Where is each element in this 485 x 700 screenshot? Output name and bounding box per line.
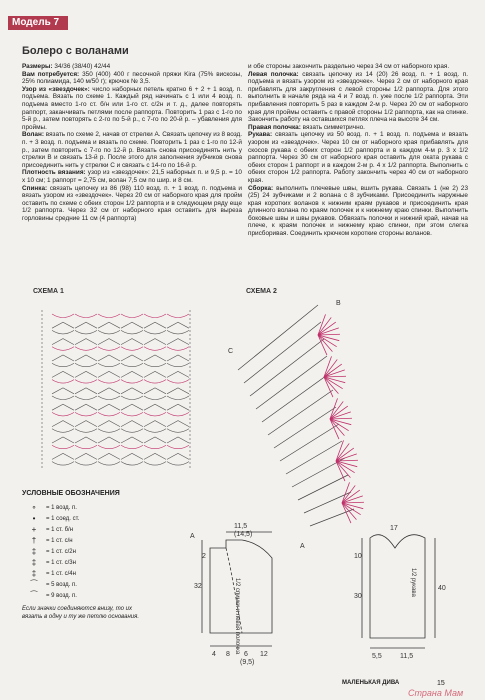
legend-text: = 9 возд. п. bbox=[46, 592, 77, 599]
stitch-mark bbox=[98, 339, 120, 345]
stitch-mark bbox=[167, 396, 189, 400]
legend-text: = 1 ст. с/4н bbox=[46, 570, 76, 577]
stitch-mark bbox=[98, 371, 120, 377]
fan-stitch bbox=[336, 461, 357, 467]
legend-list bbox=[22, 502, 212, 601]
sleeves-paragraph bbox=[248, 131, 468, 184]
stitch-mark bbox=[98, 453, 120, 459]
stitch-mark bbox=[144, 396, 166, 400]
legend-text: = 5 возд. п. bbox=[46, 581, 77, 588]
stitch-mark bbox=[121, 453, 143, 459]
measure-bottom-4: 4 bbox=[212, 651, 216, 658]
stitch-mark bbox=[52, 404, 74, 410]
volan-row-line bbox=[244, 322, 321, 383]
materials-paragraph bbox=[22, 71, 242, 86]
pattern-label: Узор из «звездочек»: bbox=[22, 85, 90, 93]
volan-row-line bbox=[262, 373, 330, 422]
stitch-mark bbox=[167, 429, 189, 433]
stitch-mark bbox=[121, 429, 143, 433]
scheme-2-title: СХЕМА 2 bbox=[246, 288, 277, 295]
volan-row-line bbox=[286, 441, 342, 474]
stitch-mark bbox=[121, 396, 143, 400]
stitch-mark bbox=[144, 453, 166, 459]
stitch-mark bbox=[121, 462, 143, 466]
stitch-mark bbox=[52, 437, 74, 443]
model-label: Модель 7 bbox=[8, 16, 68, 30]
stitch-mark bbox=[52, 429, 74, 433]
left-front-paragraph bbox=[248, 71, 468, 124]
stitch-mark bbox=[121, 355, 143, 361]
stitch-mark bbox=[144, 412, 166, 416]
stitch-mark bbox=[52, 355, 74, 361]
fan-stitch bbox=[336, 461, 350, 478]
legend-symbol-icon: † bbox=[31, 535, 37, 545]
legend-symbol-icon: ⁀ bbox=[30, 579, 38, 589]
stitch-mark bbox=[52, 330, 74, 334]
measure-sleeve-5-5: 5,5 bbox=[372, 653, 382, 660]
fan-stitch bbox=[330, 418, 352, 419]
stitch-mark bbox=[75, 380, 97, 384]
stitch-mark bbox=[52, 462, 74, 466]
half-back-label: 1/2 спинки и левая полочка bbox=[234, 578, 240, 655]
stitch-mark bbox=[144, 339, 166, 345]
volan-row-line bbox=[280, 424, 339, 461]
assembly-value: выполнить плечевые швы, вшить рукава. Связать 1 (не 2) 23 (25) 24 зубчиками и 2 волана с 8 зубчиками. Присоединить наружные края коротких воланов к нижним краям рукавов и присоединить края длинного волана по краям полочек и к нижнему краю спинки. Выполнить боковые швы и швы рукавов. Обвязать полочки и нижний край, начав на плече, к краям полочек и нижнему краю спинки, при этом слегка присборивая. Соединить крючком короткие стороны воланов. bbox=[248, 184, 468, 238]
stitch-mark bbox=[98, 421, 120, 427]
page-number: 15 bbox=[437, 680, 445, 687]
stitch-mark bbox=[167, 322, 189, 328]
stitch-mark bbox=[167, 371, 189, 377]
legend-symbol-icon: ⁀ bbox=[30, 590, 38, 600]
measure-bottom-12: 12 bbox=[260, 651, 268, 658]
stitch-mark bbox=[144, 380, 166, 384]
stitch-mark bbox=[121, 339, 143, 345]
stitch-mark bbox=[144, 404, 166, 410]
measure-height-2: 2 bbox=[202, 553, 206, 560]
stitch-mark bbox=[98, 437, 120, 443]
stitch-mark bbox=[98, 380, 120, 384]
stitch-mark bbox=[75, 388, 97, 394]
legend-symbol-icon: • bbox=[32, 513, 36, 523]
stitch-mark bbox=[75, 347, 97, 351]
fan-stitch bbox=[318, 334, 340, 335]
scheme-2-chart bbox=[218, 295, 383, 555]
volan-row-line bbox=[250, 339, 324, 396]
stitch-mark bbox=[121, 363, 143, 367]
scheme-1-chart bbox=[30, 300, 205, 480]
stitch-mark bbox=[144, 371, 166, 377]
legend-item bbox=[22, 568, 212, 579]
fan-stitch bbox=[330, 419, 344, 436]
stitch-mark bbox=[98, 396, 120, 400]
stitch-mark bbox=[52, 371, 74, 377]
sleeves-value: связать цепочку из 50 возд. п. + 1 возд. п. подъема и вязать узором из «звездочек». Через 10 см от наборного края прибавлять для скосов рукава с обеих сторон 1/2 раппорта и в каждом 4-м р. 3 x 1/2 раппорта. Через 30 см от наборного края оставить для оката рукава с обеих сторон 1 раппорт и в каждом 2-м р. 4 x 1/2 раппорта. Выполнить с обеих сторон 1/2 раппорта. Работу закончить через 40 см от наборного края. bbox=[248, 131, 468, 184]
stitch-mark bbox=[121, 412, 143, 416]
arrow-a-label: A bbox=[300, 543, 305, 550]
measure-top-width: 11,5 bbox=[234, 523, 248, 530]
materials-value: 350 (400) 400 г песочной пряжи Kira (75% вискозы, 25% полиамида, 140 м/50 г); крючок № 3,5. bbox=[22, 70, 242, 86]
volan-row-line bbox=[268, 390, 333, 435]
legend-title: УСЛОВНЫЕ ОБОЗНАЧЕНИЯ bbox=[22, 490, 120, 497]
stitch-mark bbox=[98, 429, 120, 433]
stitch-mark bbox=[98, 347, 120, 351]
stitch-mark bbox=[75, 355, 97, 361]
stitch-mark bbox=[75, 453, 97, 459]
volan-row-line bbox=[298, 475, 348, 500]
stitch-mark bbox=[75, 412, 97, 416]
stitch-mark bbox=[167, 437, 189, 443]
stitch-mark bbox=[52, 322, 74, 328]
stitch-mark bbox=[121, 380, 143, 384]
stitch-mark bbox=[121, 404, 143, 410]
pattern-value: число наборных петель кратно 6 + 2 + 1 возд. п. подъема. Вязать по схеме 1. Каждый ряд начинать с 1 или 4 возд. п. подъема вместо 1-го ст. б/н или 1-го ст. с/2н и т. д., далее повторять раппорт, заканчивать петлями после раппорта. Повторить 1 раз с 1-го по 5-й р., затем повторять с 2-го по 5-й р., с 7-го по 20-й р. – убавления для проймы. bbox=[22, 85, 243, 131]
assembly-paragraph bbox=[248, 185, 468, 238]
stitch-mark bbox=[52, 347, 74, 351]
right-front-label: Правая полочка: bbox=[248, 123, 301, 131]
stitch-mark bbox=[144, 462, 166, 466]
left-front-label: Левая полочка: bbox=[248, 70, 299, 78]
measure-top-width-2: (14,5) bbox=[234, 531, 253, 538]
stitch-mark bbox=[52, 339, 74, 345]
stitch-mark bbox=[121, 322, 143, 328]
fan-stitch bbox=[336, 460, 358, 461]
stitch-mark bbox=[144, 388, 166, 394]
stitch-mark bbox=[167, 339, 189, 345]
stitch-mark bbox=[144, 347, 166, 351]
stitch-mark bbox=[75, 322, 97, 328]
sizes-paragraph bbox=[22, 63, 242, 71]
legend-text: = 1 ст. с/2н bbox=[46, 548, 76, 555]
stitch-mark bbox=[75, 421, 97, 427]
stitch-mark bbox=[98, 363, 120, 367]
legend-item bbox=[22, 535, 212, 546]
legend-symbol-icon: ‡ bbox=[31, 557, 37, 567]
scheme-1-title: СХЕМА 1 bbox=[33, 288, 64, 295]
measure-sleeve-11-5: 11,5 bbox=[400, 653, 414, 660]
legend-text: = 1 ст. с/н bbox=[46, 537, 73, 544]
arrow-c-label: C bbox=[228, 348, 234, 355]
stitch-mark bbox=[121, 330, 143, 334]
stitch-mark bbox=[98, 412, 120, 416]
legend-text: = 1 возд. п. bbox=[46, 504, 77, 511]
stitch-mark bbox=[98, 462, 120, 466]
stitch-mark bbox=[167, 330, 189, 334]
fan-stitch bbox=[342, 502, 364, 503]
stitch-mark bbox=[144, 429, 166, 433]
arrow-b-label: B bbox=[336, 300, 341, 307]
stitch-mark bbox=[98, 355, 120, 361]
measure-bottom-8: 8 bbox=[226, 651, 230, 658]
stitch-mark bbox=[144, 437, 166, 443]
stitch-mark bbox=[52, 421, 74, 427]
stitch-mark bbox=[167, 453, 189, 459]
stitch-mark bbox=[52, 396, 74, 400]
back-value: связать цепочку из 86 (98) 110 возд. п. + 1 возд. п. подъема и вязать узором из «звездочек». Через 20 см от наборного края для пройм оставить по схеме с обеих сторон 1/2 раппорта и в следующем ряду еще 1/2 раппорта. Через 32 см от наборного края оставить для выреза горловины средние 11 см (4 раппорта) bbox=[22, 184, 242, 222]
stitch-mark bbox=[167, 462, 189, 466]
volan-paragraph bbox=[22, 131, 242, 169]
stitch-mark bbox=[52, 363, 74, 367]
fan-stitch bbox=[324, 376, 346, 377]
measure-sleeve-height: 40 bbox=[438, 585, 446, 592]
stitch-mark bbox=[75, 314, 97, 318]
right-front-value: вязать симметрично. bbox=[300, 123, 365, 131]
legend-text: = 1 ст. б/н bbox=[46, 526, 74, 533]
legend-item bbox=[22, 524, 212, 535]
legend-note: Если значки соединяются внизу, то их вязать в одну и ту же петлю основания. bbox=[22, 606, 139, 620]
legend-item bbox=[22, 590, 212, 601]
measure-sleeve-top: 17 bbox=[390, 525, 398, 532]
stitch-mark bbox=[144, 363, 166, 367]
stitch-mark bbox=[121, 421, 143, 427]
assembly-label: Сборка: bbox=[248, 184, 274, 192]
measure-height-32: 32 bbox=[194, 583, 202, 590]
stitch-mark bbox=[52, 314, 74, 318]
density-value: узор из «звездочек»: 21,5 наборных п. и 9,5 р. = 10 x 10 см; 1 раппорт = 2,75 см, волан 7,5 см по шир. и 8 см. bbox=[22, 169, 242, 184]
legend-symbol-icon: ‡ bbox=[31, 546, 37, 556]
stitch-mark bbox=[144, 355, 166, 361]
right-front-paragraph bbox=[248, 124, 468, 132]
volan-value: вязать по схеме 2, начав от стрелки А. Связать цепочку из 8 возд. п. + 3 возд. п. подъема и вязать по схеме. Повторить 1 раз с 1-го по 12-й р., затем повторить с 7-го по 12-й р. Вязать снова присоединять нить у стрелки В и связать 13-й р. После этого для заполнения зубчиков снова присоединить нить у стрелки С и связать с 14-го по 16-й р. bbox=[22, 131, 242, 169]
stitch-mark bbox=[75, 462, 97, 466]
stitch-mark bbox=[167, 412, 189, 416]
stitch-mark bbox=[75, 339, 97, 345]
stitch-mark bbox=[144, 421, 166, 427]
stitch-mark bbox=[121, 388, 143, 394]
stitch-mark bbox=[98, 404, 120, 410]
pattern-measurements bbox=[190, 518, 470, 668]
stitch-mark bbox=[121, 437, 143, 443]
stitch-mark bbox=[75, 437, 97, 443]
density-label: Плотность вязания: bbox=[22, 169, 86, 177]
legend-symbol-icon: ∘ bbox=[31, 502, 37, 512]
sleeves-label: Рукава: bbox=[248, 131, 273, 139]
measure-bottom-6: 6 bbox=[244, 651, 248, 658]
stitch-mark bbox=[167, 347, 189, 351]
stitch-mark bbox=[144, 445, 166, 449]
fan-stitch bbox=[318, 335, 339, 341]
stitch-mark bbox=[75, 429, 97, 433]
stitch-mark bbox=[167, 355, 189, 361]
stitch-mark bbox=[167, 421, 189, 427]
pattern-paragraph bbox=[22, 86, 242, 132]
stitch-mark bbox=[52, 453, 74, 459]
sleeve-label: 1/2 рукава bbox=[410, 568, 416, 597]
back-label: Спинка: bbox=[22, 184, 48, 192]
stitch-mark bbox=[167, 445, 189, 449]
stitch-mark bbox=[144, 330, 166, 334]
legend bbox=[22, 490, 212, 621]
stitch-mark bbox=[52, 388, 74, 394]
measure-sleeve-10: 10 bbox=[354, 553, 362, 560]
measure-sleeve-30: 30 bbox=[354, 593, 362, 600]
stitch-mark bbox=[98, 445, 120, 449]
legend-item bbox=[22, 557, 212, 568]
legend-item bbox=[22, 502, 212, 513]
density-paragraph bbox=[22, 169, 242, 184]
measure-letter-a: A bbox=[190, 533, 195, 540]
magazine-name: МАЛЕНЬКАЯ ДИВА bbox=[342, 680, 400, 686]
stitch-mark bbox=[121, 445, 143, 449]
page-title: Болеро с воланами bbox=[22, 45, 129, 57]
fan-stitch bbox=[330, 419, 351, 425]
watermark: Страна Мам bbox=[408, 688, 464, 698]
stitch-mark bbox=[75, 363, 97, 367]
measure-bottom-9-5: (9,5) bbox=[240, 659, 255, 666]
stitch-mark bbox=[98, 322, 120, 328]
stitch-mark bbox=[167, 380, 189, 384]
stitch-mark bbox=[144, 314, 166, 318]
stitch-mark bbox=[167, 363, 189, 367]
volan-row-line bbox=[274, 407, 336, 448]
stitch-mark bbox=[52, 445, 74, 449]
instructions-right-column bbox=[248, 63, 468, 238]
legend-symbol-icon: + bbox=[31, 524, 37, 534]
legend-symbol-icon: ‡ bbox=[31, 568, 37, 578]
volan-row-line bbox=[238, 305, 318, 370]
back-continued: и обе стороны закончить раздельно через 34 см от наборного края. bbox=[248, 63, 450, 70]
fan-stitch bbox=[342, 503, 363, 509]
materials-label: Вам потребуется: bbox=[22, 70, 80, 78]
stitch-mark bbox=[167, 314, 189, 318]
left-front-value: связать цепочку из 14 (20) 26 возд. п. + 1 возд. п. подъема и вязать узором из «звездочек». Через 2 см от наборного края прибавлять для закругления с левой стороны 1/2 раппорта. Для этого выполнить в начале ряда на 4 и 7 возд. п. уже после 1/2 раппорта. Эти прибавления повторить 5 раз в каждом 2-м р. Через 20 см от наборного края для проймы оставить с правой стороны 1/2 раппорта, как на спинке. Закончить работу на оставшихся петлях плеча на высоте 34 см. bbox=[248, 70, 468, 124]
stitch-mark bbox=[121, 347, 143, 351]
stitch-mark bbox=[98, 388, 120, 394]
legend-text: = 1 ст. с/3н bbox=[46, 559, 76, 566]
sizes-label: Размеры: bbox=[22, 63, 53, 70]
back-piece-outline bbox=[210, 540, 272, 633]
stitch-mark bbox=[167, 404, 189, 410]
legend-item bbox=[22, 579, 212, 590]
legend-text: = 1 соед. ст. bbox=[46, 515, 80, 522]
stitch-mark bbox=[121, 371, 143, 377]
stitch-mark bbox=[52, 412, 74, 416]
volan-label: Волан: bbox=[22, 131, 44, 139]
stitch-mark bbox=[144, 322, 166, 328]
stitch-mark bbox=[52, 380, 74, 384]
stitch-mark bbox=[121, 314, 143, 318]
stitch-mark bbox=[98, 330, 120, 334]
instructions-left-column bbox=[22, 63, 242, 222]
stitch-mark bbox=[98, 314, 120, 318]
stitch-mark bbox=[167, 388, 189, 394]
stitch-mark bbox=[75, 371, 97, 377]
legend-item bbox=[22, 546, 212, 557]
fan-stitch bbox=[324, 377, 345, 383]
stitch-mark bbox=[75, 445, 97, 449]
sizes-value: 34/36 (38/40) 42/44 bbox=[52, 63, 111, 70]
fan-stitch bbox=[318, 335, 332, 352]
legend-item bbox=[22, 513, 212, 524]
stitch-mark bbox=[75, 404, 97, 410]
stitch-mark bbox=[75, 396, 97, 400]
back-paragraph bbox=[22, 185, 242, 223]
stitch-mark bbox=[75, 330, 97, 334]
